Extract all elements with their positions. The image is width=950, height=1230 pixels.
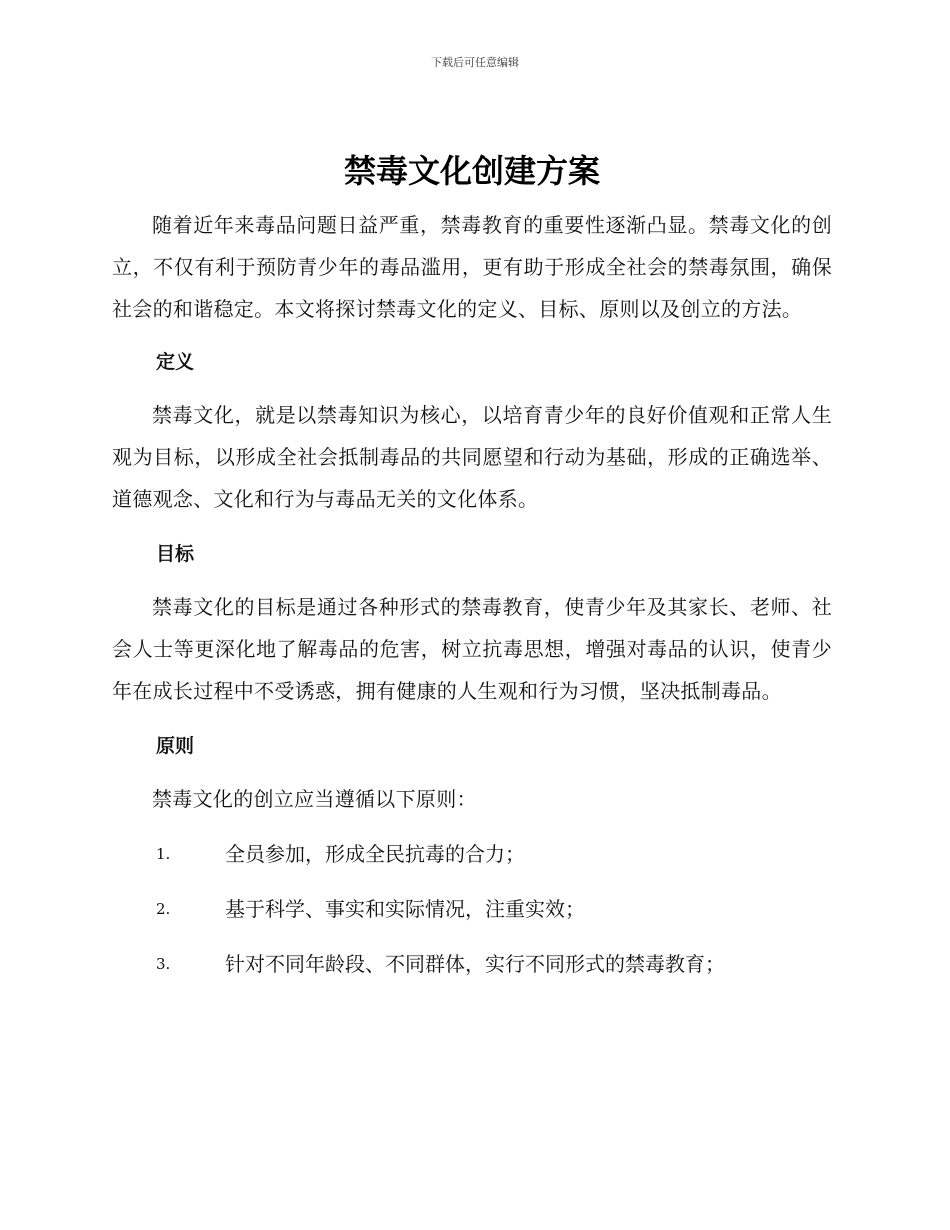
principles-intro: 禁毒文化的创立应当遵循以下原则：	[152, 787, 477, 811]
document-title: 禁毒文化创建方案	[343, 152, 600, 190]
list-item	[112, 950, 832, 978]
section-heading-definition: 定义	[156, 351, 195, 373]
section-heading-principles: 原则	[156, 735, 195, 757]
list-item-text: 基于科学、事实和实际情况，注重实效；	[225, 897, 585, 921]
list-item	[112, 840, 832, 868]
list-item-number: 3.	[156, 955, 171, 973]
list-item-text: 针对不同年龄段、不同群体，实行不同形式的禁毒教育；	[225, 952, 725, 976]
list-item-number: 2.	[156, 900, 171, 918]
definition-paragraph: 禁毒文化，就是以禁毒知识为核心，以培育青少年的良好价值观和正常人生观为目标，以形成全社会抵制毒品的共同愿望和行动为基础，形成的正确选举、道德观念、文化和行为与毒品无关的文化体系。	[112, 403, 832, 511]
goal-paragraph: 禁毒文化的目标是通过各种形式的禁毒教育，使青少年及其家长、老师、社会人士等更深化地了解毒品的危害，树立抗毒思想，增强对毒品的认识，使青少年在成长过程中不受诱惑，拥有健康的人生观和行为习惯，坚决抵制毒品。	[112, 595, 832, 703]
list-item-text: 全员参加，形成全民抗毒的合力；	[225, 842, 525, 866]
section-heading-goal: 目标	[156, 543, 195, 565]
list-item	[112, 895, 832, 923]
document-body	[112, 148, 832, 978]
principles-list	[112, 840, 832, 978]
page-header-note: 下载后可任意编辑	[431, 56, 519, 69]
list-item-number: 1.	[156, 845, 171, 863]
intro-paragraph: 随着近年来毒品问题日益严重，禁毒教育的重要性逐渐凸显。禁毒文化的创立，不仅有利于预防青少年的毒品滥用，更有助于形成全社会的禁毒氛围，确保社会的和谐稳定。本文将探讨禁毒文化的定义、目标、原则以及创立的方法。	[112, 213, 832, 321]
